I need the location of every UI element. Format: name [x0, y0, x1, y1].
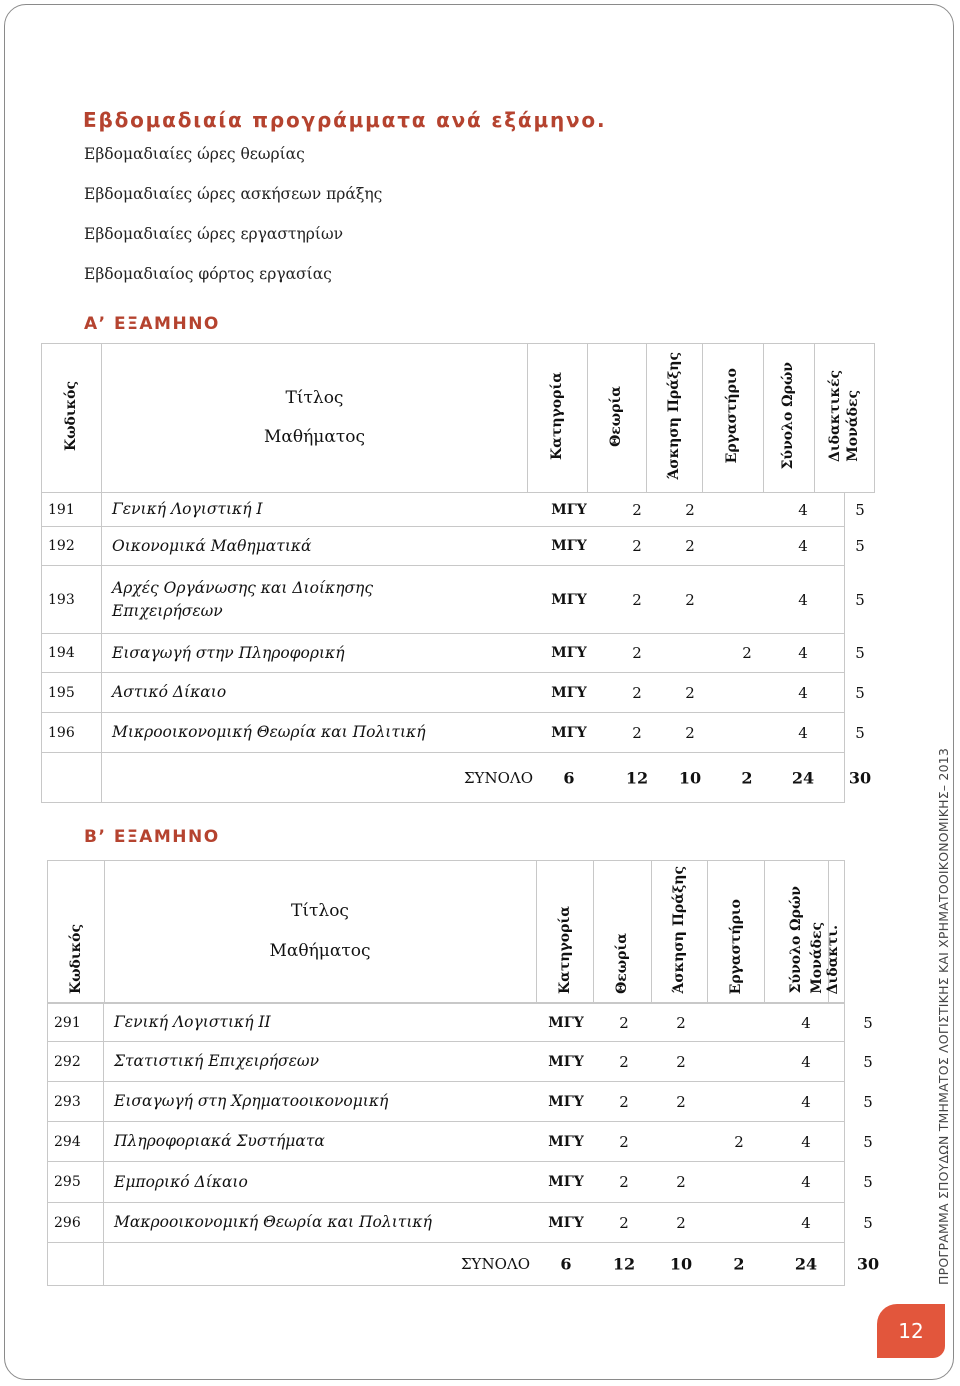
course-category: ΜΓΥ	[551, 645, 587, 661]
header-code: Κωδικός	[42, 344, 102, 493]
course-category: ΜΓΥ	[551, 501, 587, 518]
course-code: 193	[42, 566, 102, 633]
summary-theory: 12	[625, 768, 649, 787]
table-row	[47, 1082, 873, 1122]
course-category: ΜΓΥ	[551, 724, 587, 741]
course-units: 5	[855, 500, 865, 519]
course-lab: 2	[742, 644, 752, 662]
header-category	[536, 861, 593, 1002]
course-units: 5	[863, 1052, 873, 1071]
course-total: 4	[801, 1213, 811, 1232]
course-code: 192	[42, 527, 102, 565]
course-total: 4	[798, 723, 808, 742]
header-practice	[651, 861, 707, 1002]
course-total: 4	[801, 1173, 811, 1191]
semester-a-table	[41, 343, 888, 493]
header-total-hours: Σύνολο Ωρών	[764, 344, 815, 493]
header-category: Κατηγορία	[528, 344, 588, 493]
table-row	[47, 1122, 873, 1162]
table-row	[41, 634, 865, 673]
course-practice: 2	[676, 1092, 686, 1111]
course-practice: 2	[685, 590, 695, 609]
summary-code-cell	[48, 1243, 104, 1285]
course-theory: 2	[619, 1013, 629, 1032]
summary-lab: 2	[741, 768, 753, 787]
course-category: ΜΓΥ	[551, 538, 587, 554]
header-theory: Θεωρία	[588, 344, 647, 493]
course-code: 292	[48, 1042, 104, 1081]
course-units: 5	[863, 1013, 873, 1032]
course-units: 5	[855, 683, 865, 702]
course-title: Εμπορικό Δίκαιο	[114, 1172, 248, 1191]
course-units: 5	[855, 723, 865, 742]
summary-units: 30	[856, 1254, 880, 1274]
course-theory: 2	[632, 683, 642, 702]
header-theory	[593, 861, 651, 1002]
course-category: ΜΓΥ	[548, 1014, 584, 1031]
semester-a-header-row	[42, 344, 888, 493]
table-row	[41, 566, 865, 634]
summary-code-cell	[42, 753, 102, 802]
table-row	[47, 1003, 873, 1042]
header-title	[104, 861, 536, 1002]
summary-row	[47, 1243, 880, 1286]
course-category: ΜΓΥ	[548, 1093, 584, 1110]
course-lab: 2	[734, 1132, 744, 1151]
legend-workload: Εβδομαδιαίος φόρτος εργασίας	[84, 265, 332, 283]
footer-side-text: ΠΡΟΓΡΑΜΜΑ ΣΠΟΥΔΩΝ ΤΜΗΜΑΤΟΣ ΛΟΓΙΣΤΙΚΗΣ ΚΑΙ ΧΡΗΜΑΤΟΟΙΚΟΝΟΜΙΚΗΣ– 2013	[936, 747, 951, 1285]
course-total: 4	[798, 644, 808, 662]
course-practice: 2	[685, 723, 695, 742]
course-code: 191	[42, 493, 102, 526]
course-units: 5	[863, 1173, 873, 1191]
course-title: Μικροοικονομική Θεωρία και Πολιτική	[112, 723, 426, 742]
course-code: 195	[42, 673, 102, 712]
course-code: 196	[42, 713, 102, 752]
header-title-line: Τίτλος	[291, 901, 349, 922]
legend-lab: Εβδομαδιαίες ώρες εργαστηρίων	[84, 225, 344, 243]
summary-theory: 12	[612, 1254, 636, 1274]
header-lab: Εργαστήριο	[703, 344, 764, 493]
course-theory: 2	[619, 1092, 629, 1111]
summary-row	[41, 753, 872, 803]
course-practice: 2	[676, 1213, 686, 1232]
course-title: Γενική Λογιστική ΙΙ	[114, 1013, 271, 1032]
summary-count: 6	[560, 1254, 572, 1274]
header-practice: Άσκηση Πράξης	[647, 344, 703, 493]
course-total: 4	[801, 1092, 811, 1111]
page-number-badge: 12	[877, 1304, 945, 1358]
table-row	[47, 1162, 873, 1203]
summary-practice: 10	[669, 1254, 693, 1274]
course-title: Στατιστική Επιχειρήσεων	[114, 1052, 319, 1071]
course-code: 295	[48, 1162, 104, 1202]
course-code: 296	[48, 1203, 104, 1242]
course-category: ΜΓΥ	[548, 1053, 584, 1070]
course-practice: 2	[676, 1013, 686, 1032]
course-category: ΜΓΥ	[551, 591, 587, 608]
course-title: Γενική Λογιστική Ι	[112, 500, 263, 519]
course-theory: 2	[632, 500, 642, 519]
summary-practice: 10	[678, 768, 702, 787]
course-total: 4	[801, 1013, 811, 1032]
course-theory: 2	[619, 1132, 629, 1151]
course-category: ΜΓΥ	[548, 1174, 584, 1190]
course-units: 5	[855, 537, 865, 555]
header-label: Κωδικός	[68, 924, 84, 994]
course-theory: 2	[619, 1173, 629, 1191]
table-row	[41, 492, 865, 527]
course-units: 5	[855, 590, 865, 609]
course-total: 4	[798, 537, 808, 555]
course-units: 5	[855, 644, 865, 662]
course-title: Αστικό Δίκαιο	[112, 683, 227, 702]
table-row	[41, 713, 865, 753]
header-title-line: Μαθήματος	[269, 940, 371, 961]
header-code	[48, 861, 104, 1002]
course-title	[112, 566, 373, 633]
summary-lab: 2	[733, 1254, 745, 1274]
header-lab	[707, 861, 764, 1002]
course-units: 5	[863, 1213, 873, 1232]
semester-a-title: Α’ ΕΞΑΜΗΝΟ	[84, 314, 220, 334]
course-title: Εισαγωγή στη Χρηματοοικονομική	[114, 1092, 389, 1111]
summary-total: 24	[794, 1254, 818, 1274]
header-label: Κατηγορία	[556, 906, 573, 994]
table-row	[47, 1042, 873, 1082]
course-theory: 2	[619, 1213, 629, 1232]
course-title: Μακροοικονομική Θεωρία και Πολιτική	[114, 1213, 432, 1232]
course-theory: 2	[632, 590, 642, 609]
course-total: 4	[798, 683, 808, 702]
table-row	[41, 673, 865, 713]
course-total: 4	[801, 1052, 811, 1071]
summary-total: 24	[791, 768, 815, 787]
course-units: 5	[863, 1092, 873, 1111]
course-units: 5	[863, 1132, 873, 1151]
summary-label: ΣΥΝΟΛΟ	[460, 1255, 530, 1273]
course-practice: 2	[685, 683, 695, 702]
legend-theory: Εβδομαδιαίες ώρες θεωρίας	[84, 145, 305, 163]
page-heading: Εβδομαδιαία προγράμματα ανά εξάμηνο.	[83, 108, 607, 132]
header-units	[802, 861, 848, 1002]
course-practice: 2	[685, 500, 695, 519]
table-row	[41, 527, 865, 566]
header-label: Διδακτι.	[825, 924, 841, 994]
table-row	[47, 1203, 873, 1243]
course-theory: 2	[619, 1052, 629, 1071]
course-code: 194	[42, 634, 102, 672]
course-code: 294	[48, 1122, 104, 1161]
header-title: Τίτλος Μαθήματος	[102, 344, 528, 493]
course-title-line: Επιχειρήσεων	[112, 601, 223, 620]
header-label: Άσκηση Πράξης	[671, 866, 687, 994]
course-total: 4	[798, 590, 808, 609]
course-theory: 2	[632, 537, 642, 555]
legend-practice: Εβδομαδιαίες ώρες ασκήσεων πράξης	[84, 185, 383, 203]
course-practice: 2	[676, 1173, 686, 1191]
course-total: 4	[801, 1132, 811, 1151]
course-title: Οικονομικά Μαθηματικά	[112, 536, 312, 555]
course-theory: 2	[632, 723, 642, 742]
course-theory: 2	[632, 644, 642, 662]
course-total: 4	[798, 500, 808, 519]
header-label: Εργαστήριο	[727, 898, 744, 994]
header-label: Σύνολο Ωρών	[788, 886, 804, 994]
course-code: 291	[48, 1004, 104, 1041]
course-category: ΜΓΥ	[551, 684, 587, 701]
semester-b-header-row	[47, 860, 845, 1003]
course-practice: 2	[685, 537, 695, 555]
summary-count: 6	[563, 768, 575, 787]
course-category: ΜΓΥ	[548, 1214, 584, 1231]
course-category: ΜΓΥ	[548, 1133, 584, 1150]
summary-label: ΣΥΝΟΛΟ	[463, 768, 533, 787]
header-units: Διδακτικές Μονάδες	[815, 344, 875, 493]
course-practice: 2	[676, 1052, 686, 1071]
course-code: 293	[48, 1082, 104, 1121]
course-title: Εισαγωγή στην Πληροφορική	[112, 643, 345, 662]
header-label: Μονάδες	[809, 922, 825, 994]
header-label: Θεωρία	[614, 933, 630, 994]
semester-b-title: Β’ ΕΞΑΜΗΝΟ	[84, 827, 220, 847]
summary-units: 30	[848, 768, 872, 787]
course-title-line: Αρχές Οργάνωσης και Διοίκησης	[112, 579, 374, 598]
course-title: Πληροφοριακά Συστήματα	[114, 1132, 325, 1151]
